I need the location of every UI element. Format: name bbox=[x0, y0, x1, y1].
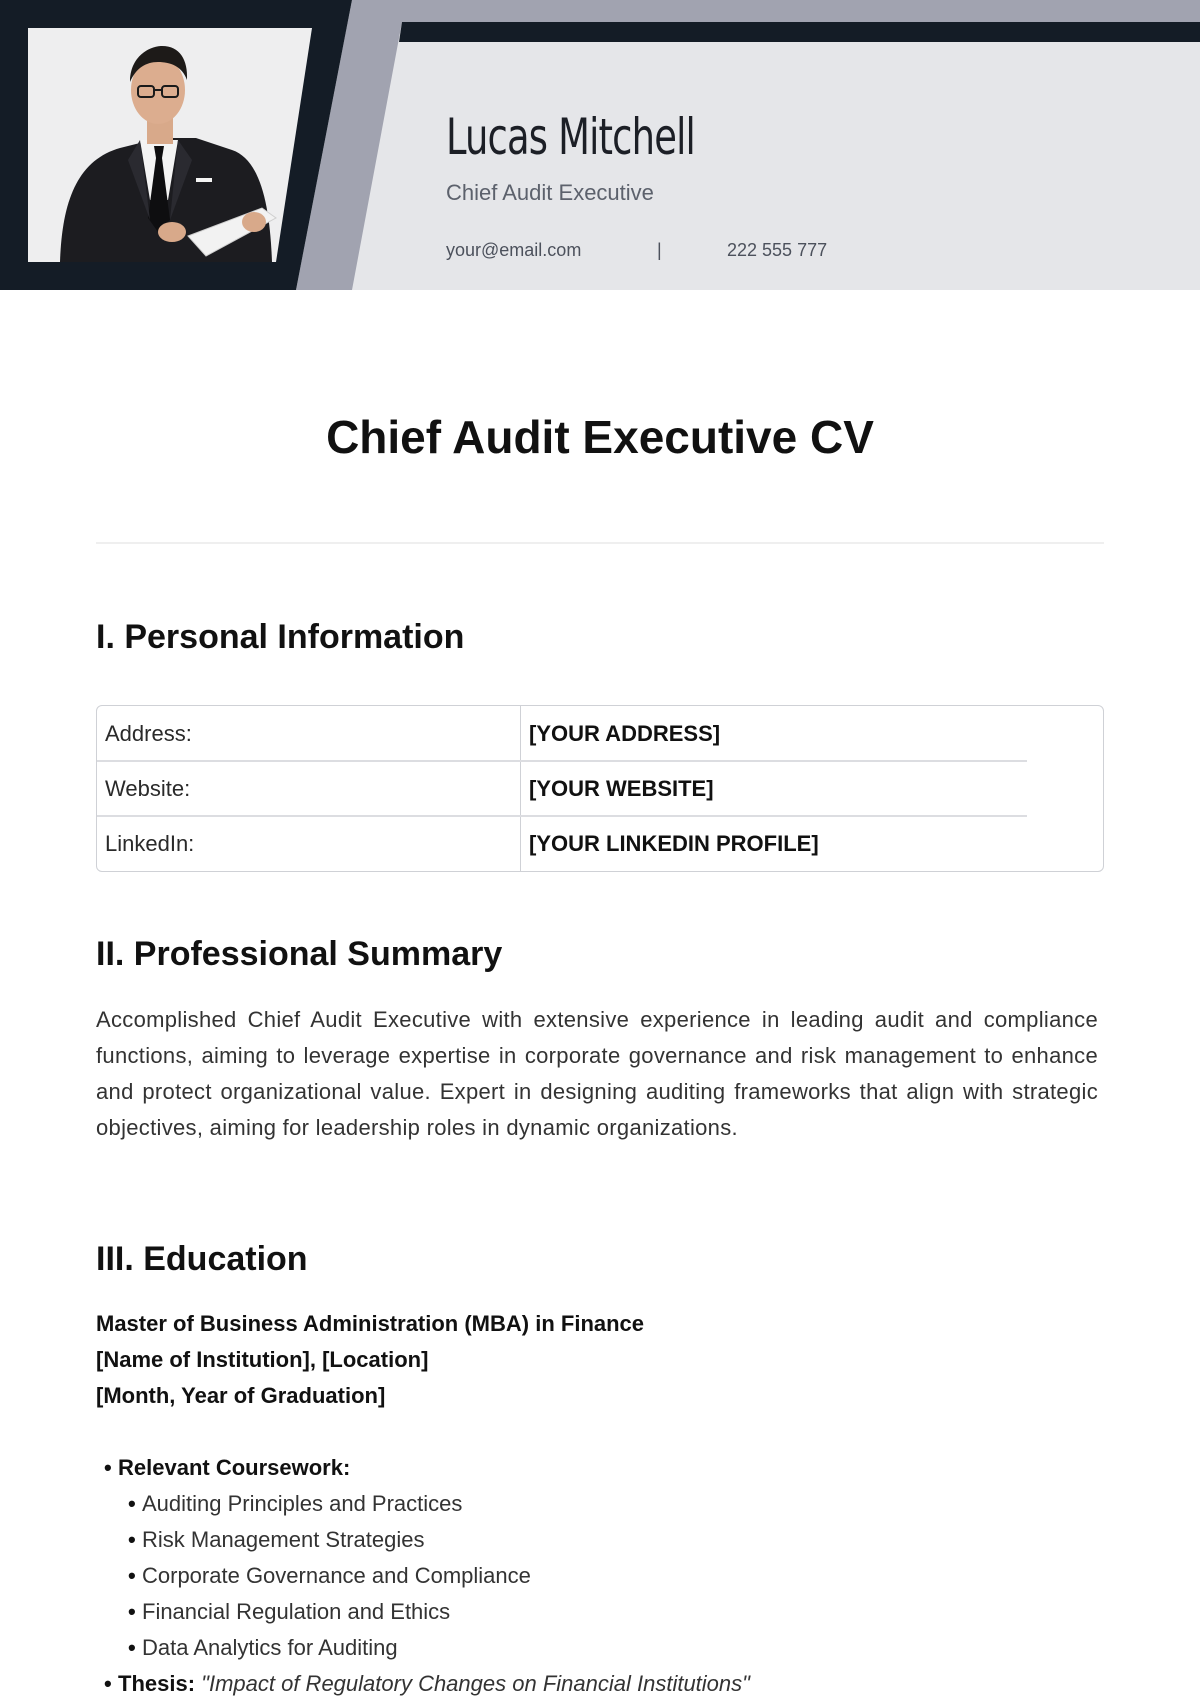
contact-phone: 222 555 777 bbox=[727, 240, 828, 260]
thesis-title: "Impact of Regulatory Changes on Financial Institutions" bbox=[201, 1671, 750, 1696]
bullet-icon: • bbox=[104, 1671, 112, 1696]
bullet-icon: • bbox=[104, 1455, 112, 1480]
education-entry bbox=[96, 1306, 644, 1414]
table-row bbox=[97, 706, 1103, 761]
coursework-item: Auditing Principles and Practices bbox=[142, 1491, 463, 1516]
coursework-item: Data Analytics for Auditing bbox=[142, 1635, 398, 1660]
header-banner bbox=[0, 0, 1200, 290]
list-item bbox=[104, 1450, 750, 1486]
professional-summary-text: Accomplished Chief Audit Executive with extensive experience in leading audit and compliance functions, aiming to leverage expertise in corporate governance and risk management to enhance and protect organizational value. Expert in designing auditing frameworks that align with strategic objectives, aiming for leadership roles in dynamic organizations. bbox=[96, 1007, 1098, 1140]
list-item bbox=[104, 1630, 750, 1666]
coursework-label: Relevant Coursework: bbox=[118, 1455, 351, 1480]
bullet-icon: • bbox=[128, 1491, 136, 1516]
bullet-icon: • bbox=[128, 1635, 136, 1660]
contact-separator: | bbox=[657, 240, 662, 260]
coursework-item: Corporate Governance and Compliance bbox=[142, 1563, 531, 1588]
contact-email: your@email.com bbox=[446, 240, 582, 260]
bullet-icon: • bbox=[128, 1527, 136, 1552]
graduation-date: [Month, Year of Graduation] bbox=[96, 1383, 386, 1408]
table-row bbox=[97, 761, 1103, 816]
list-item bbox=[104, 1594, 750, 1630]
table-row bbox=[97, 816, 1103, 871]
list-item bbox=[104, 1666, 750, 1700]
bullet-icon: • bbox=[128, 1599, 136, 1624]
candidate-role: Chief Audit Executive bbox=[446, 180, 654, 205]
section-heading-personal: I. Personal Information bbox=[96, 618, 465, 656]
linkedin-label: LinkedIn: bbox=[105, 831, 195, 856]
degree-title: Master of Business Administration (MBA) in Finance bbox=[96, 1311, 645, 1336]
document-title: Chief Audit Executive CV bbox=[326, 411, 874, 463]
coursework-item: Financial Regulation and Ethics bbox=[142, 1599, 451, 1624]
address-value: [YOUR ADDRESS] bbox=[529, 721, 721, 746]
list-item bbox=[104, 1522, 750, 1558]
title-divider bbox=[96, 542, 1104, 544]
section-heading-education: III. Education bbox=[96, 1240, 308, 1278]
list-item bbox=[104, 1558, 750, 1594]
candidate-name: Lucas Mitchell bbox=[446, 108, 695, 166]
linkedin-value: [YOUR LINKEDIN PROFILE] bbox=[529, 831, 819, 856]
education-details-list bbox=[104, 1450, 750, 1700]
list-item bbox=[104, 1486, 750, 1522]
address-label: Address: bbox=[105, 721, 192, 746]
institution-location: [Name of Institution], [Location] bbox=[96, 1347, 429, 1372]
personal-info-table bbox=[96, 705, 1104, 872]
website-label: Website: bbox=[105, 776, 191, 801]
bullet-icon: • bbox=[128, 1563, 136, 1588]
thesis-label: Thesis: bbox=[118, 1671, 196, 1696]
section-heading-summary: II. Professional Summary bbox=[96, 935, 503, 973]
website-value: [YOUR WEBSITE] bbox=[529, 776, 714, 801]
coursework-item: Risk Management Strategies bbox=[142, 1527, 425, 1552]
